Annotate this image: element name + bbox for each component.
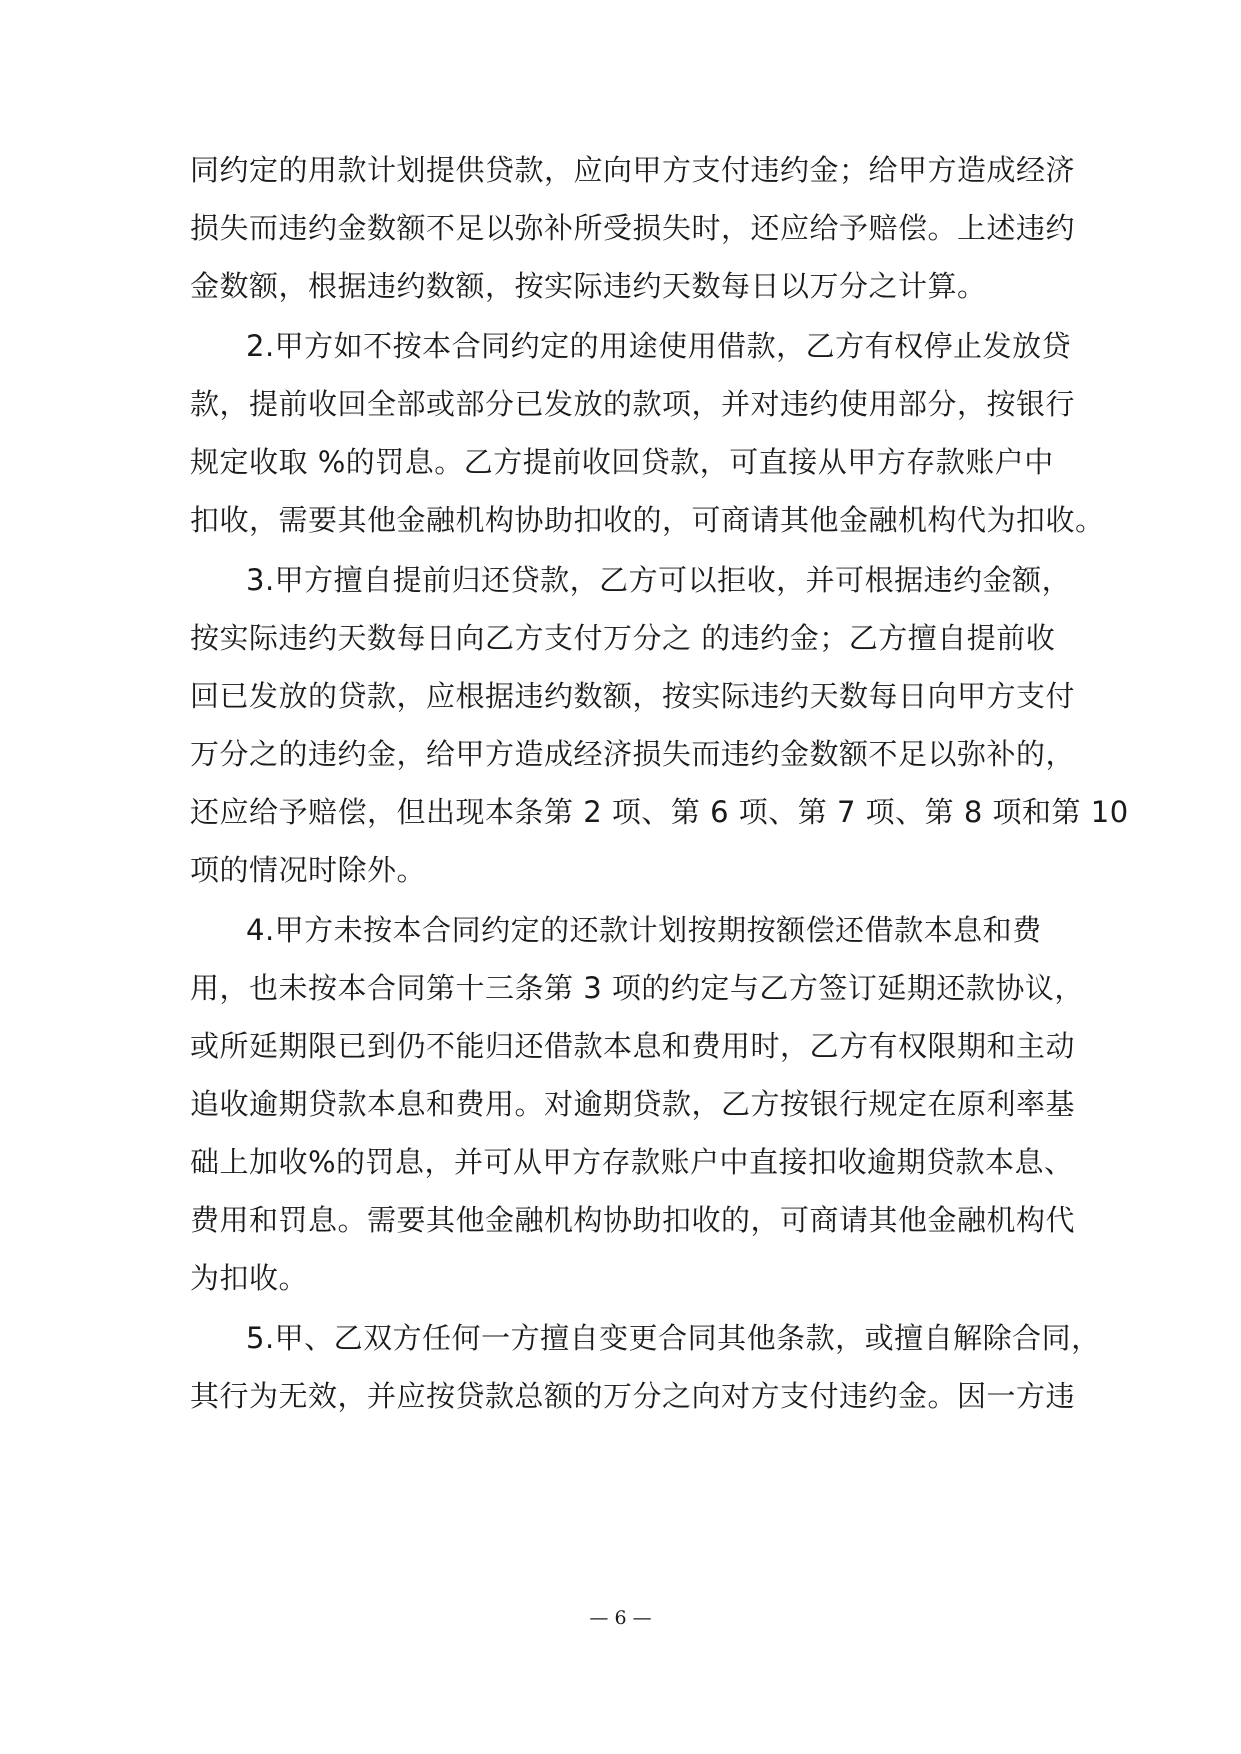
text-line: 还应给予赔偿，但出现本条第 2 项、第 6 项、第 7 项、第 8 项和第 10 (190, 795, 1129, 829)
text-line: 按实际违约天数每日向乙方支付万分之 的违约金；乙方擅自提前收 (190, 621, 1056, 655)
paragraph-5-start: 5.甲、乙双方任何一方擅自变更合同其他条款，或擅自解除合同， (246, 1321, 1101, 1355)
paragraph-2-start: 2.甲方如不按本合同约定的用途使用借款，乙方有权停止发放贷 (246, 329, 1072, 363)
text-line: 规定收取 %的罚息。乙方提前收回贷款，可直接从甲方存款账户中 (190, 445, 1054, 479)
text-line: 款，提前收回全部或部分已发放的款项，并对违约使用部分，按银行 (190, 387, 1076, 421)
paragraph-4-start: 4.甲方未按本合同约定的还款计划按期按额偿还借款本息和费 (246, 913, 1042, 947)
text-line: 扣收，需要其他金融机构协助扣收的，可商请其他金融机构代为扣收。 (190, 503, 1105, 537)
text-line: 其行为无效，并应按贷款总额的万分之向对方支付违约金。因一方违 (190, 1379, 1076, 1413)
text-line: 金数额，根据违约数额，按实际违约天数每日以万分之计算。 (190, 269, 987, 303)
text-line: 万分之的违约金，给甲方造成经济损失而违约金数额不足以弥补的， (190, 737, 1076, 771)
text-line: 同约定的用款计划提供贷款，应向甲方支付违约金；给甲方造成经济 (190, 153, 1076, 187)
page-number: — 6 — (589, 1607, 652, 1629)
paragraph-3-start: 3.甲方擅自提前归还贷款，乙方可以拒收，并可根据违约金额， (246, 563, 1072, 597)
text-line: 费用和罚息。需要其他金融机构协助扣收的，可商请其他金融机构代 (190, 1203, 1076, 1237)
text-line: 为扣收。 (190, 1261, 309, 1295)
text-line: 损失而违约金数额不足以弥补所受损失时，还应给予赔偿。上述违约 (190, 211, 1076, 245)
text-line: 或所延期限已到仍不能归还借款本息和费用时，乙方有权限期和主动 (190, 1029, 1076, 1063)
text-line: 回已发放的贷款，应根据违约数额，按实际违约天数每日向甲方支付 (190, 679, 1076, 713)
text-line: 用，也未按本合同第十三条第 3 项的约定与乙方签订延期还款协议， (190, 971, 1084, 1005)
text-line: 追收逾期贷款本息和费用。对逾期贷款，乙方按银行规定在原利率基 (190, 1087, 1076, 1121)
text-line: 项的情况时除外。 (190, 853, 427, 887)
text-line: 础上加收%的罚息，并可从甲方存款账户中直接扣收逾期贷款本息、 (190, 1145, 1074, 1179)
